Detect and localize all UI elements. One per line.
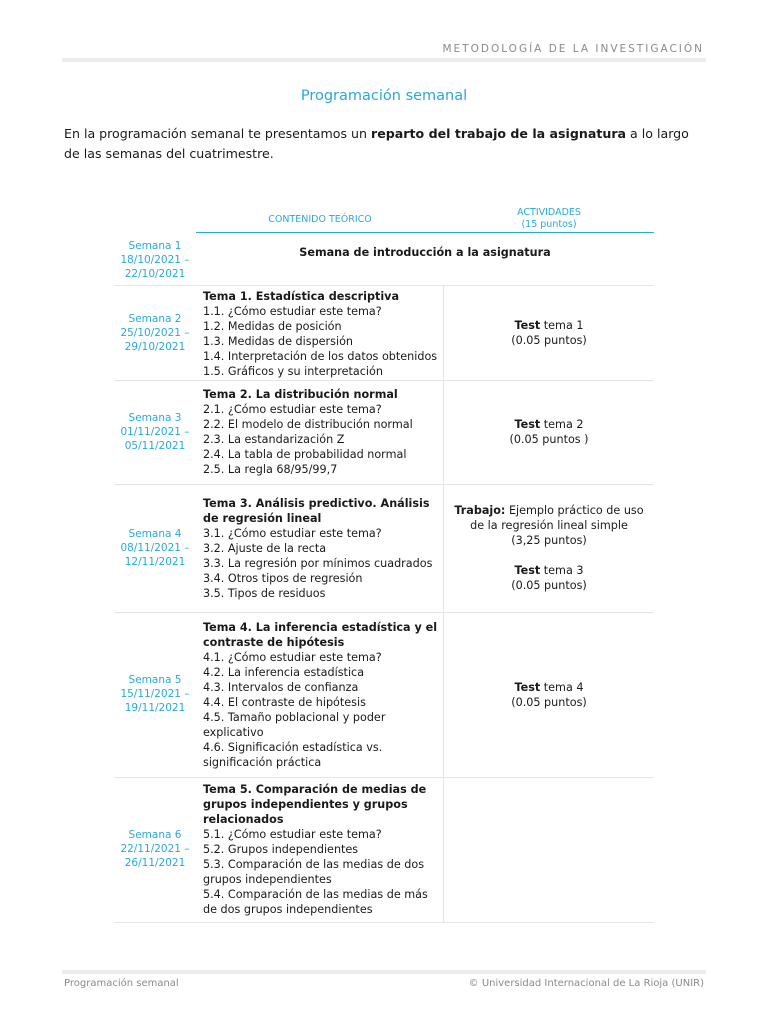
topic-cell [203,782,439,917]
topic-cell [203,387,439,477]
week-cell [114,828,196,870]
topic-item: 4.5. Tamaño poblacional y poder explicativo [203,711,386,739]
header-rule-accent [196,232,654,233]
intro-paragraph [64,124,704,164]
week-label: Semana 4 [128,528,182,540]
activity-detail: tema 4 [540,681,584,694]
activity-points: (0.05 puntos) [511,334,587,347]
page-title: Programación semanal [300,88,468,104]
course-title: METODOLOGÍA DE LA INVESTIGACIÓN [442,43,704,55]
activity-line [448,563,650,578]
row-divider [114,285,654,286]
row-divider [114,777,654,778]
topic-item: 3.4. Otros tipos de regresión [203,572,363,585]
activity-line [448,503,650,533]
topic-item: 4.3. Intervalos de confianza [203,681,359,694]
row-divider [114,380,654,381]
intro-text-bold: reparto del trabajo de la asignatura [371,126,627,141]
topic-item: 4.2. La inferencia estadística [203,666,365,679]
week-cell [114,673,196,715]
activity-detail: tema 1 [540,319,584,332]
activity-type: Test [514,681,541,694]
activity-line [448,318,650,333]
week-end: 12/11/2021 [124,556,186,568]
week-label: Semana 2 [128,313,182,325]
activity-cell [448,680,650,710]
intro-text-before: En la programación semanal te presentamos un [64,126,372,141]
row-divider [114,612,654,613]
activity-type: Test [514,418,541,431]
column-divider [443,285,444,922]
week-label: Semana 6 [128,829,182,841]
week-end: 05/11/2021 [124,440,186,452]
week-end: 26/11/2021 [124,857,186,869]
topic-title: Tema 4. La inferencia estadística y el contraste de hipótesis [203,621,438,649]
week-start: 25/10/2021 – [120,327,190,339]
topic-title: Tema 1. Estadística descriptiva [203,290,399,303]
row-divider [114,484,654,485]
topic-item: 5.3. Comparación de las medias de dos grupos independientes [203,858,425,886]
week-start: 22/11/2021 – [120,843,190,855]
row-divider [114,922,654,923]
topic-item: 1.3. Medidas de dispersión [203,335,354,348]
activity-line [448,417,650,432]
activity-points: (0.05 puntos ) [509,433,589,446]
topic-item: 1.2. Medidas de posición [203,320,342,333]
topic-title: Tema 2. La distribución normal [203,388,398,401]
week-start: 15/11/2021 – [120,688,190,700]
footer-copyright: © Universidad Internacional de La Rioja (UNIR) [468,978,704,989]
intro-week-text: Semana de introducción a la asignatura [299,246,551,259]
week-end: 22/10/2021 [124,268,186,280]
activity-detail: Ejemplo práctico de uso de la regresión lineal simple [470,504,644,532]
week-start: 01/11/2021 – [120,426,190,438]
week-label: Semana 3 [128,412,182,424]
week-cell [114,411,196,453]
activities-header-points: (15 puntos) [521,219,577,230]
footer-section-name: Programación semanal [64,978,179,989]
activity-detail: tema 3 [540,564,584,577]
topic-cell [203,496,439,601]
topic-item: 5.4. Comparación de las medias de más de dos grupos independientes [203,888,428,916]
week-end: 29/10/2021 [124,341,186,353]
column-header-activities [444,207,654,231]
topic-title: Tema 5. Comparación de medias de grupos independientes y grupos relacionados [203,783,427,826]
week-cell [114,312,196,354]
activity-type: Trabajo: [454,504,506,517]
spacer [448,548,650,563]
topic-cell [203,289,439,379]
topic-item: 4.1. ¿Cómo estudiar este tema? [203,651,382,664]
topic-item: 3.3. La regresión por mínimos cuadrados [203,557,433,570]
week-cell [114,239,196,281]
activity-points: (3,25 puntos) [511,534,587,547]
week-cell [114,527,196,569]
topic-item: 2.4. La tabla de probabilidad normal [203,448,407,461]
topic-item: 2.5. La regla 68/95/99,7 [203,463,338,476]
topic-item: 3.5. Tipos de residuos [203,587,326,600]
activity-points: (0.05 puntos) [511,579,587,592]
footer-divider [62,970,706,974]
intro-text-after: a lo largo de las semanas del cuatrimestre. [64,126,689,161]
topic-item: 5.2. Grupos independientes [203,843,359,856]
topic-item: 3.2. Ajuste de la recta [203,542,327,555]
week-label: Semana 1 [128,240,182,252]
week-label: Semana 5 [128,674,182,686]
week-start: 08/11/2021 – [120,542,190,554]
activity-cell [448,318,650,348]
topic-item: 1.5. Gráficos y su interpretación [203,365,383,378]
topic-item: 2.2. El modelo de distribución normal [203,418,413,431]
topic-item: 1.4. Interpretación de los datos obtenidos [203,350,438,363]
topic-item: 5.1. ¿Cómo estudiar este tema? [203,828,382,841]
activity-type: Test [514,564,541,577]
topic-item: 2.1. ¿Cómo estudiar este tema? [203,403,382,416]
topic-cell [203,620,439,770]
topic-item: 2.3. La estandarización Z [203,433,345,446]
topic-item: 4.6. Significación estadística vs. significación práctica [203,741,383,769]
activity-points: (0.05 puntos) [511,696,587,709]
topic-item: 1.1. ¿Cómo estudiar este tema? [203,305,382,318]
activity-detail: tema 2 [540,418,584,431]
column-header-content: CONTENIDO TEÓRICO [268,214,372,225]
topic-item: 4.4. El contraste de hipótesis [203,696,366,709]
topic-item: 3.1. ¿Cómo estudiar este tema? [203,527,382,540]
topic-title: Tema 3. Análisis predictivo. Análisis de regresión lineal [203,497,430,525]
week-end: 19/11/2021 [124,702,186,714]
week-start: 18/10/2021 – [120,254,190,266]
activities-header-label: ACTIVIDADES [517,207,581,218]
activity-line [448,680,650,695]
activity-cell [448,417,650,447]
activity-type: Test [514,319,541,332]
header-divider [62,58,706,62]
activity-cell [448,503,650,593]
